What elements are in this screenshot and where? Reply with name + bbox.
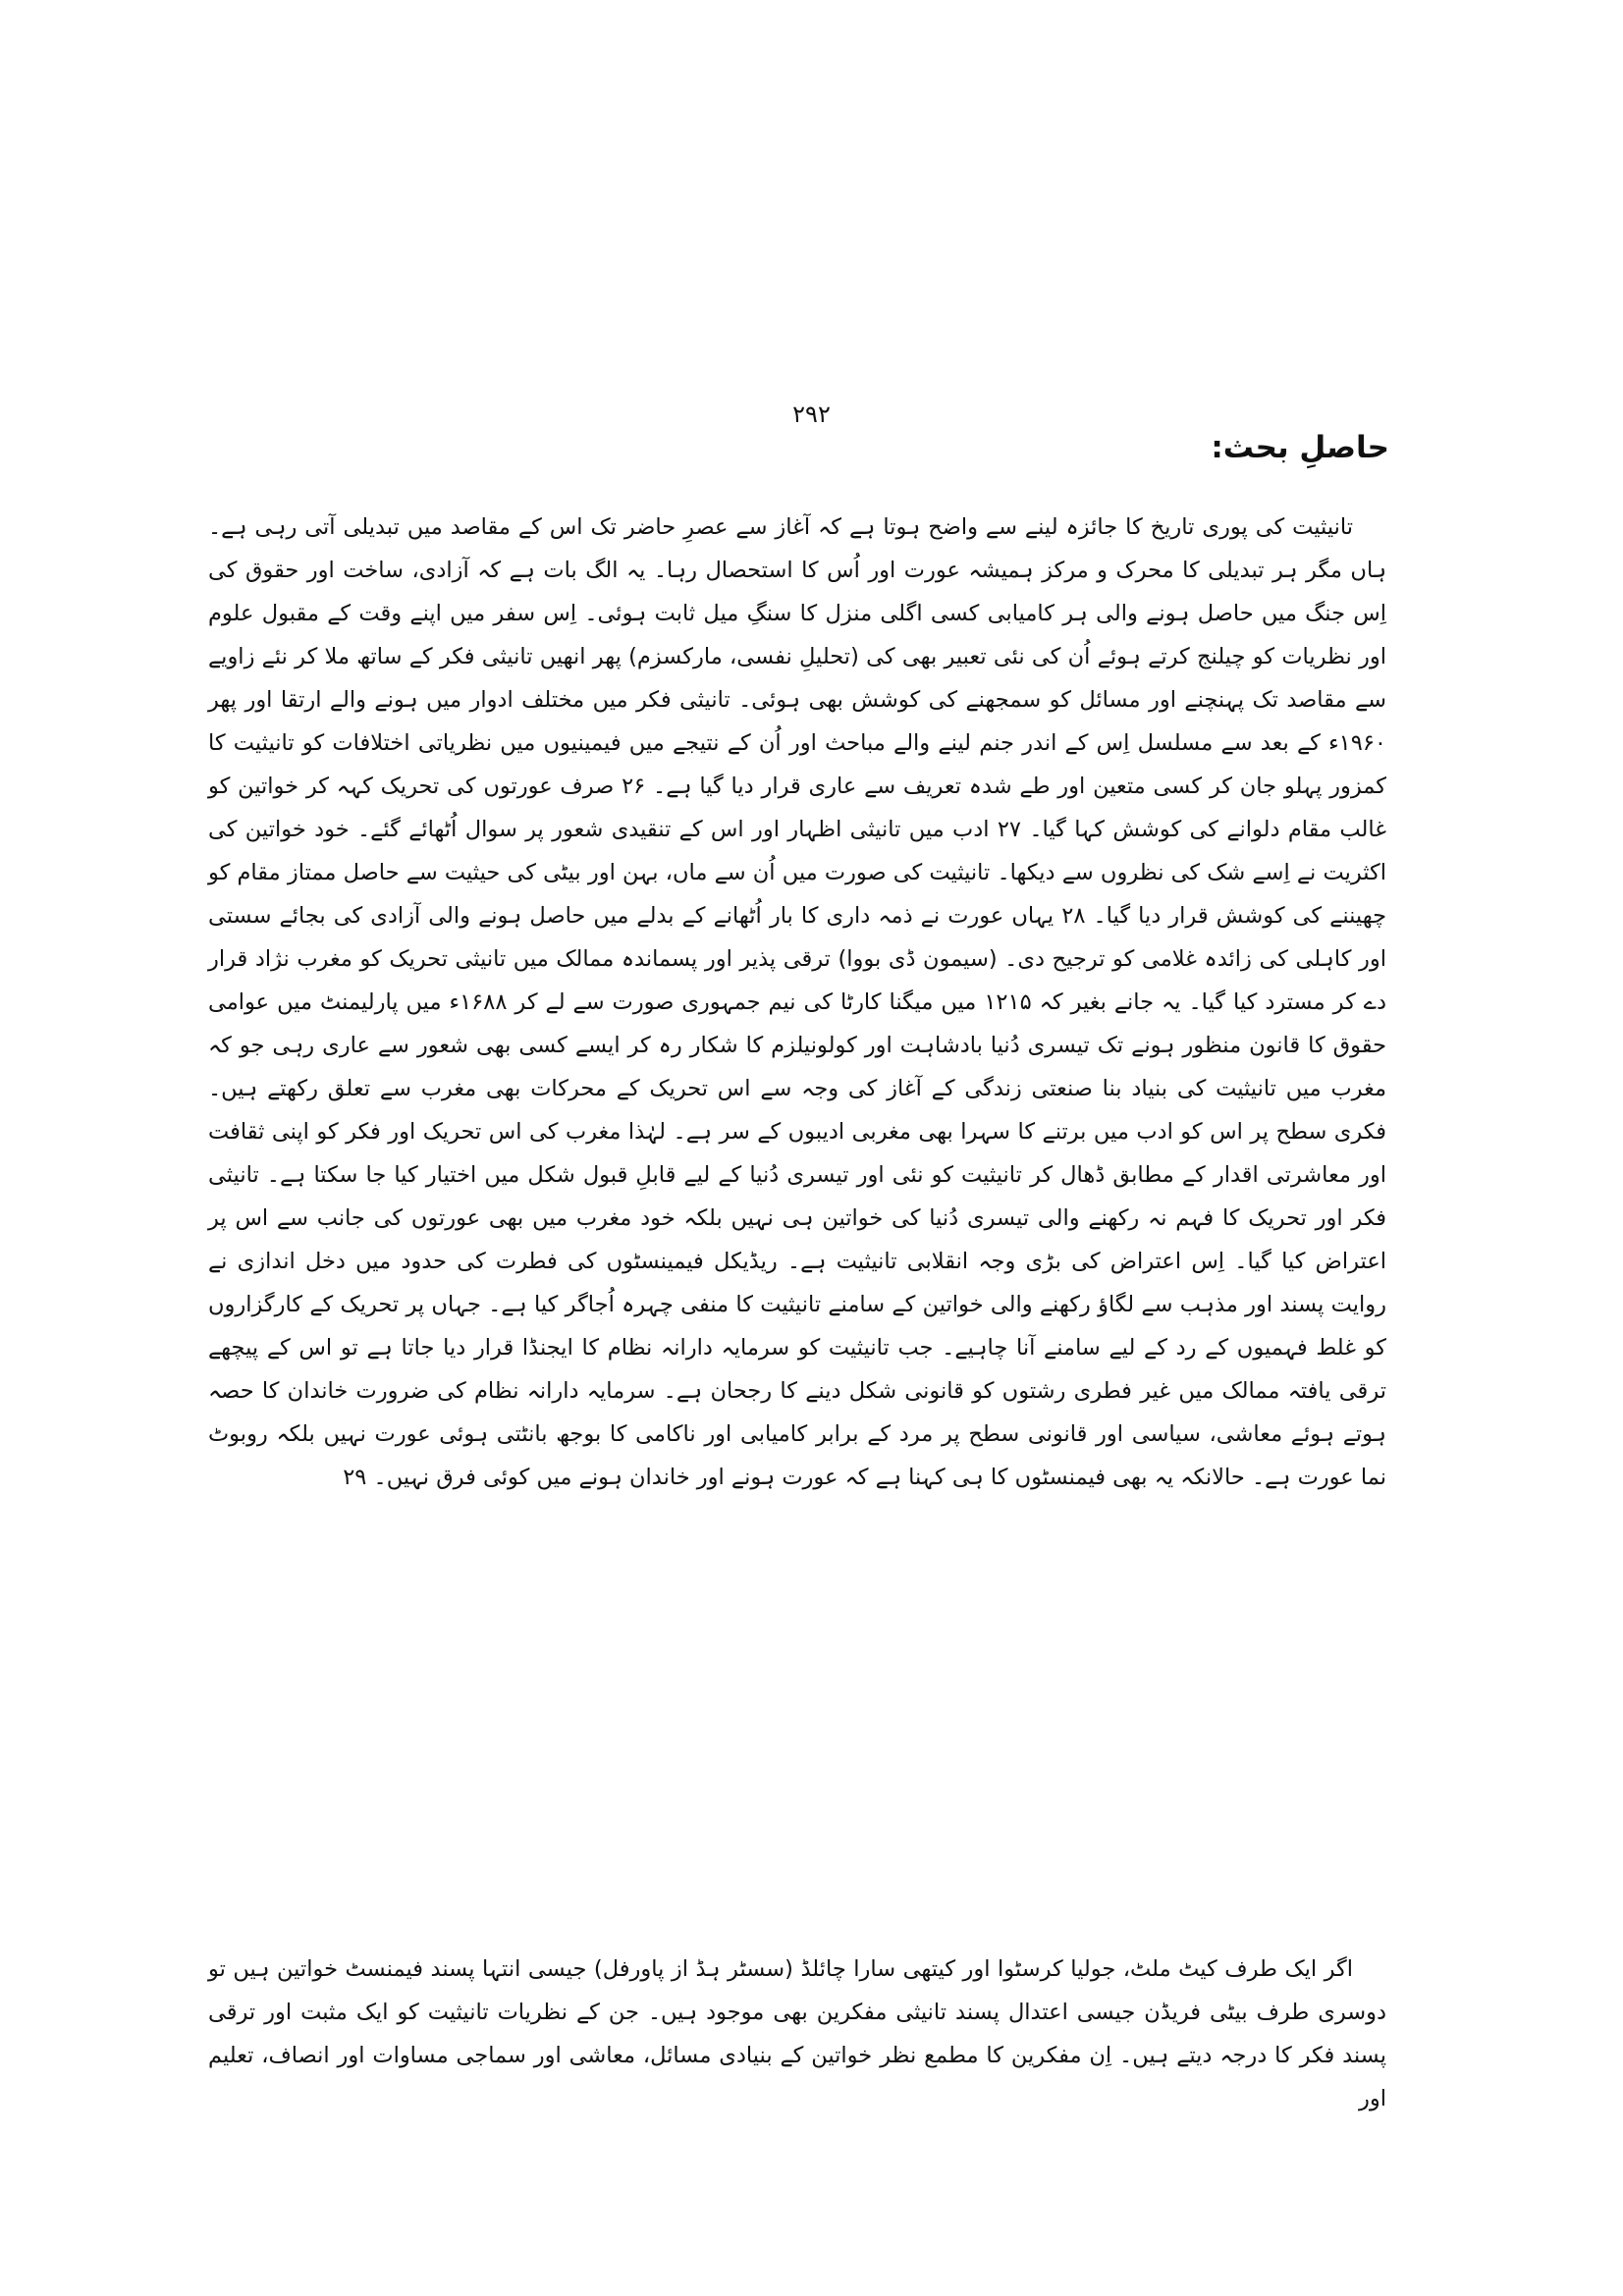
paragraph-text: اگر ایک طرف کیٹ ملٹ، جولیا کرسٹوا اور کیتھی سارا چائلڈ (سسٹر ہڈ از پاورفل) جیسی انتہا پسند فیمنسٹ خواتین ہیں تو دوسری طرف بیٹی فریڈن جیسی اعتدال پسند تانیثی مفکرین بھی موجود ہیں۔ جن کے نظریات تانیثیت کو ایک مثبت اور ترقی پسند فکر کا درجہ دیتے ہیں۔ اِن مفکرین کا مطمع نظر خواتین کے بنیادی مسائل، معاشی اور سماجی مساوات اور انصاف، تعلیم اور [208,1956,1386,2111]
body-paragraph-1 [208,506,1386,1499]
page-number: ۲۹۲ [792,400,831,428]
section-heading: حاصلِ بحث: [1211,430,1389,465]
paragraph-text: تانیثیت کی پوری تاریخ کا جائزہ لینے سے واضح ہوتا ہے کہ آغاز سے عصرِ حاضر تک اس کے مقاصد میں تبدیلی آتی رہی ہے۔ ہاں مگر ہر تبدیلی کا محرک و مرکز ہمیشہ عورت اور اُس کا استحصال رہا۔ یہ الگ بات ہے کہ آزادی، ساخت اور حقوق کی اِس جنگ میں حاصل ہونے والی ہر کامیابی کسی اگلی منزل کا سنگِ میل ثابت ہوئی۔ اِس سفر میں اپنے وقت کے مقبول علوم اور نظریات کو چیلنج کرتے ہوئے اُن کی نئی تعبیر بھی کی (تحلیلِ نفسی، مارکسزم) پھر انھیں تانیثی فکر کے ساتھ ملا کر نئے زاویے سے مقاصد تک پہنچنے اور مسائل کو سمجھنے کی کوشش بھی ہوئی۔ تانیثی فکر میں مختلف ادوار میں ہونے والے ارتقا اور پھر ۱۹۶۰ء کے بعد سے مسلسل اِس کے اندر جنم لینے والے مباحث اور اُن کے نتیجے میں فیمینیوں میں نظریاتی اختلافات کو تانیثیت کا کمزور پہلو جان کر کسی متعین اور طے شدہ تعریف سے عاری قرار دیا گیا ہے۔ ۲۶ صرف عورتوں کی تحریک کہہ کر خواتین کو غالب مقام دلوانے کی کوشش کہا گیا۔ ۲۷ ادب میں تانیثی اظہار اور اس کے تنقیدی شعور پر سوال اُٹھائے گئے۔ خود خواتین کی اکثریت نے اِسے شک کی نظروں سے دیکھا۔ تانیثیت کی صورت میں اُن سے ماں، بہن اور بیٹی کی حیثیت سے حاصل ممتاز مقام کو چھیننے کی کوشش قرار دیا گیا۔ ۲۸ یہاں عورت نے ذمہ داری کا بار اُٹھانے کے بدلے میں حاصل ہونے والی آزادی کی بجائے سستی اور کاہلی کی زائدہ غلامی کو ترجیح دی۔ (سیمون ڈی بووا) ترقی پذیر اور پسماندہ ممالک میں تانیثی تحریک کو مغرب نژاد قرار دے کر مسترد کیا گیا۔ یہ جانے بغیر کہ ۱۲۱۵ میں میگنا کارٹا کی نیم جمہوری صورت سے لے کر ۱۶۸۸ء میں پارلیمنٹ میں عوامی حقوق کا قانون منظور ہونے تک تیسری دُنیا بادشاہت اور کولونیلزم کا شکار رہ کر ایسے کسی بھی شعور سے عاری رہی جو کہ مغرب میں تانیثیت کی بنیاد بنا صنعتی زندگی کے آغاز کی وجہ سے اس تحریک کے محرکات بھی مغرب سے تعلق رکھتے ہیں۔ فکری سطح پر اس کو ادب میں برتنے کا سہرا بھی مغربی ادیبوں کے سر ہے۔ لہٰذا مغرب کی اس تحریک اور فکر کو اپنی ثقافت اور معاشرتی اقدار کے مطابق ڈھال کر تانیثیت کو نئی اور تیسری دُنیا کے لیے قابلِ قبول شکل میں اختیار کیا جا سکتا ہے۔ تانیثی فکر اور تحریک کا فہم نہ رکھنے والی تیسری دُنیا کی خواتین ہی نہیں بلکہ خود مغرب میں بھی عورتوں کی جانب سے اس پر اعتراض کیا گیا۔ اِس اعتراض کی بڑی وجہ انقلابی تانیثیت ہے۔ ریڈیکل فیمینسٹوں کی فطرت کی حدود میں دخل اندازی نے روایت پسند اور مذہب سے لگاؤ رکھنے والی خواتین کے سامنے تانیثیت کا منفی چہرہ اُجاگر کیا ہے۔ جہاں پر تحریک کے کارگزاروں کو غلط فہمیوں کے رد کے لیے سامنے آنا چاہیے۔ جب تانیثیت کو سرمایہ دارانہ نظام کا ایجنڈا قرار دیا جاتا ہے تو اس کے پیچھے ترقی یافتہ ممالک میں غیر فطری رشتوں کو قانونی شکل دینے کا رجحان ہے۔ سرمایہ دارانہ نظام کی ضرورت خاندان کا حصہ ہوتے ہوئے معاشی، سیاسی اور قانونی سطح پر مرد کے برابر کامیابی اور ناکامی کا بوجھ بانٹتی ہوئی عورت نہیں بلکہ روبوٹ نما عورت ہے۔ حالانکہ یہ بھی فیمنسٹوں کا ہی کہنا ہے کہ عورت ہونے اور خاندان ہونے میں کوئی فرق نہیں۔ ۲۹ [208,514,1386,1490]
body-paragraph-2 [208,1948,1386,2120]
